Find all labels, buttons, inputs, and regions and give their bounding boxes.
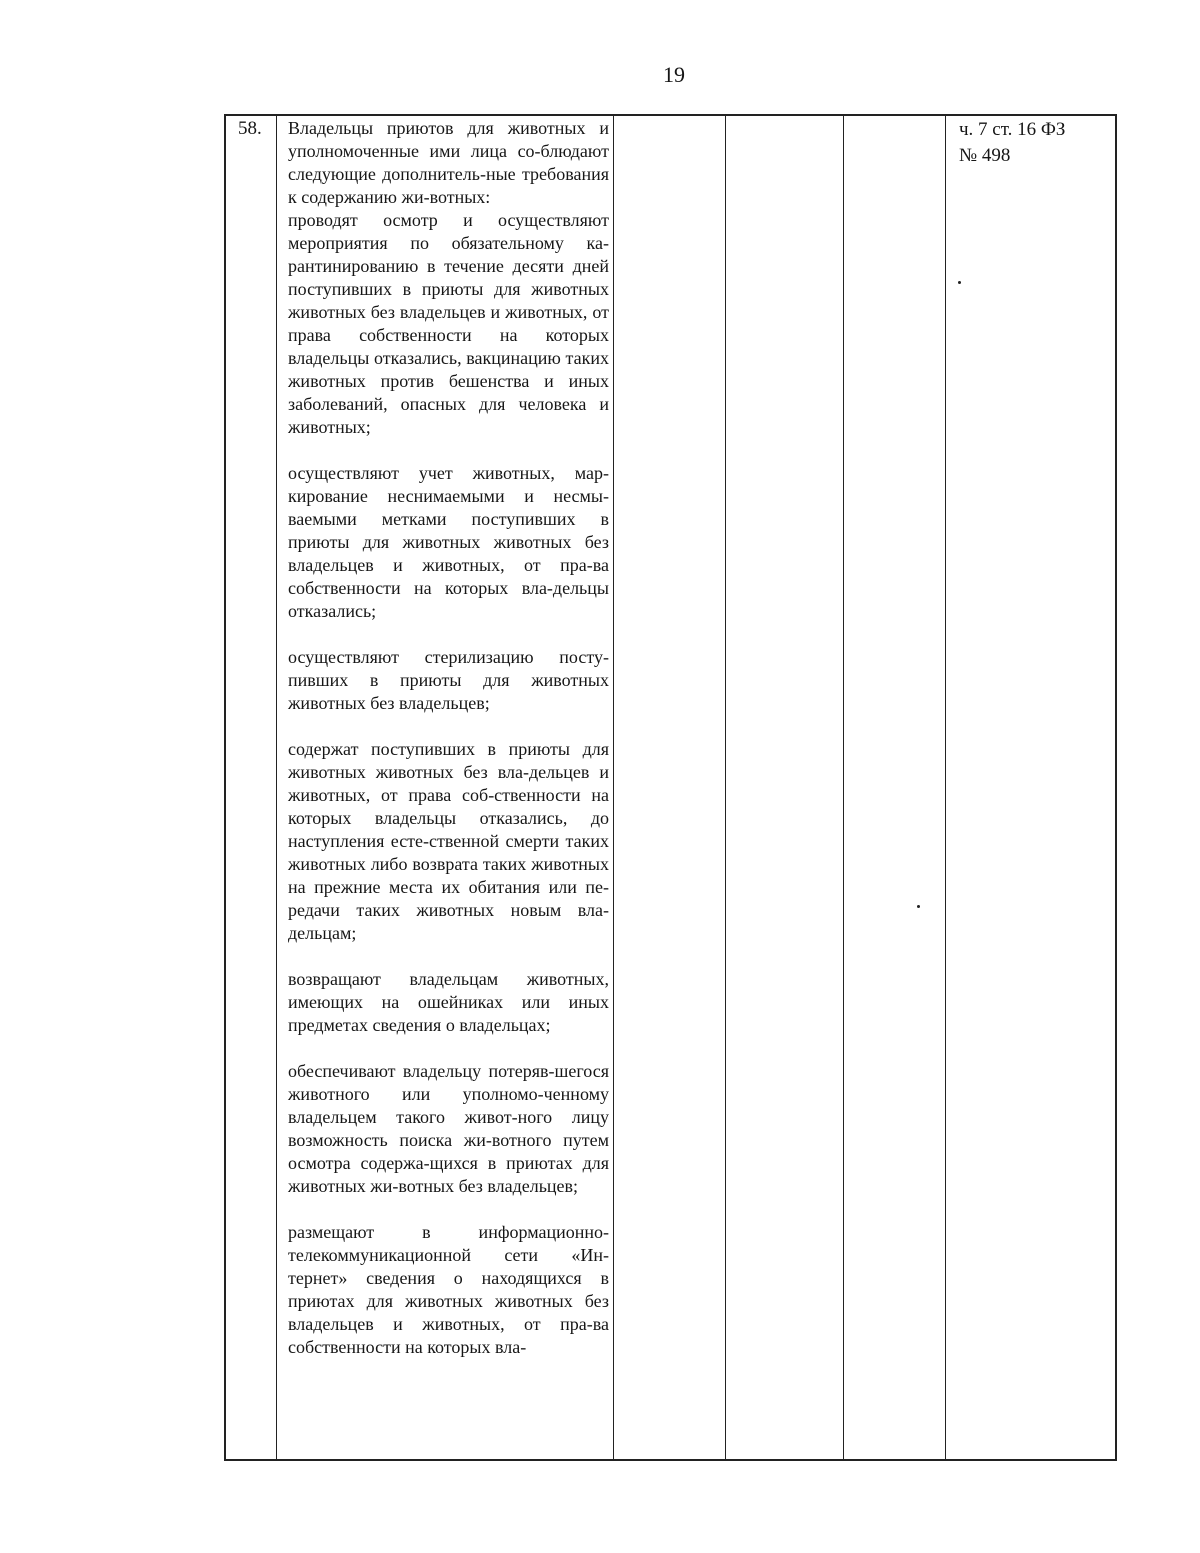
- requirement-item-keeping: содержат поступивших в приюты для животных животных без вла-дельцев и животных, от права соб-ственности на которых владельцы отказались, до наступления есте-ственной смерти таких животных либо возврата таких животных на прежние места их обитания или пе-редачи таких животных новым вла-дельцам;: [288, 739, 609, 943]
- legal-reference-article: ч. 7 ст. 16 ФЗ: [959, 119, 1066, 140]
- legal-reference-law-number: № 498: [959, 145, 1011, 166]
- page-number: 19: [663, 62, 685, 87]
- requirement-item-search: обеспечивают владельцу потеряв-шегося животного или уполномо-ченному владельцем такого живот-ного лицу возможность поиска жи-вотного путем осмотра содержа-щихся в приютах для животных жи-вотных без владельцев;: [288, 1061, 609, 1196]
- row-number: 58.: [238, 118, 262, 139]
- requirement-item-return: возвращают владельцам животных, имеющих на ошейниках или иных предметах сведения о владельцах;: [288, 969, 609, 1035]
- column-divider-3: [725, 114, 726, 1461]
- requirement-item-quarantine: проводят осмотр и осуществляют мероприятия по обязательному ка-рантинированию в течение десяти дней поступивших в приюты для животных животных без владельцев и животных, от права собственности на которых владельцы отказались, вакцинацию таких животных против бешенства и иных заболеваний, опасных для человека и животных;: [288, 210, 609, 437]
- column-divider-2: [613, 114, 614, 1461]
- scan-speck: [958, 281, 961, 284]
- legal-reference: [959, 117, 1109, 169]
- requirement-intro: Владельцы приютов для животных и уполномоченные ими лица со-блюдают следующие дополнитель-ные требования к содержанию жи-вотных:: [288, 118, 609, 207]
- requirement-item-sterilization: осуществляют стерилизацию посту-пивших в приюты для животных животных без владельцев;: [288, 647, 609, 713]
- requirement-item-internet: размещают в информационно-телекоммуникационной сети «Ин-тернет» сведения о находящихся в приютах для животных животных без владельцев и животных, от пра-ва собственности на которых вла-: [288, 1222, 609, 1357]
- scan-speck: [917, 905, 920, 908]
- requirement-item-marking: осуществляют учет животных, мар-кирование неснимаемыми и несмы-ваемыми метками поступивших в приюты для животных животных без владельцев и животных, от пра-ва собственности на которых вла-дельцы отказались;: [288, 463, 609, 621]
- column-divider-1: [276, 114, 277, 1461]
- requirement-text: [288, 117, 609, 1359]
- column-divider-5: [945, 114, 946, 1461]
- column-divider-4: [843, 114, 844, 1461]
